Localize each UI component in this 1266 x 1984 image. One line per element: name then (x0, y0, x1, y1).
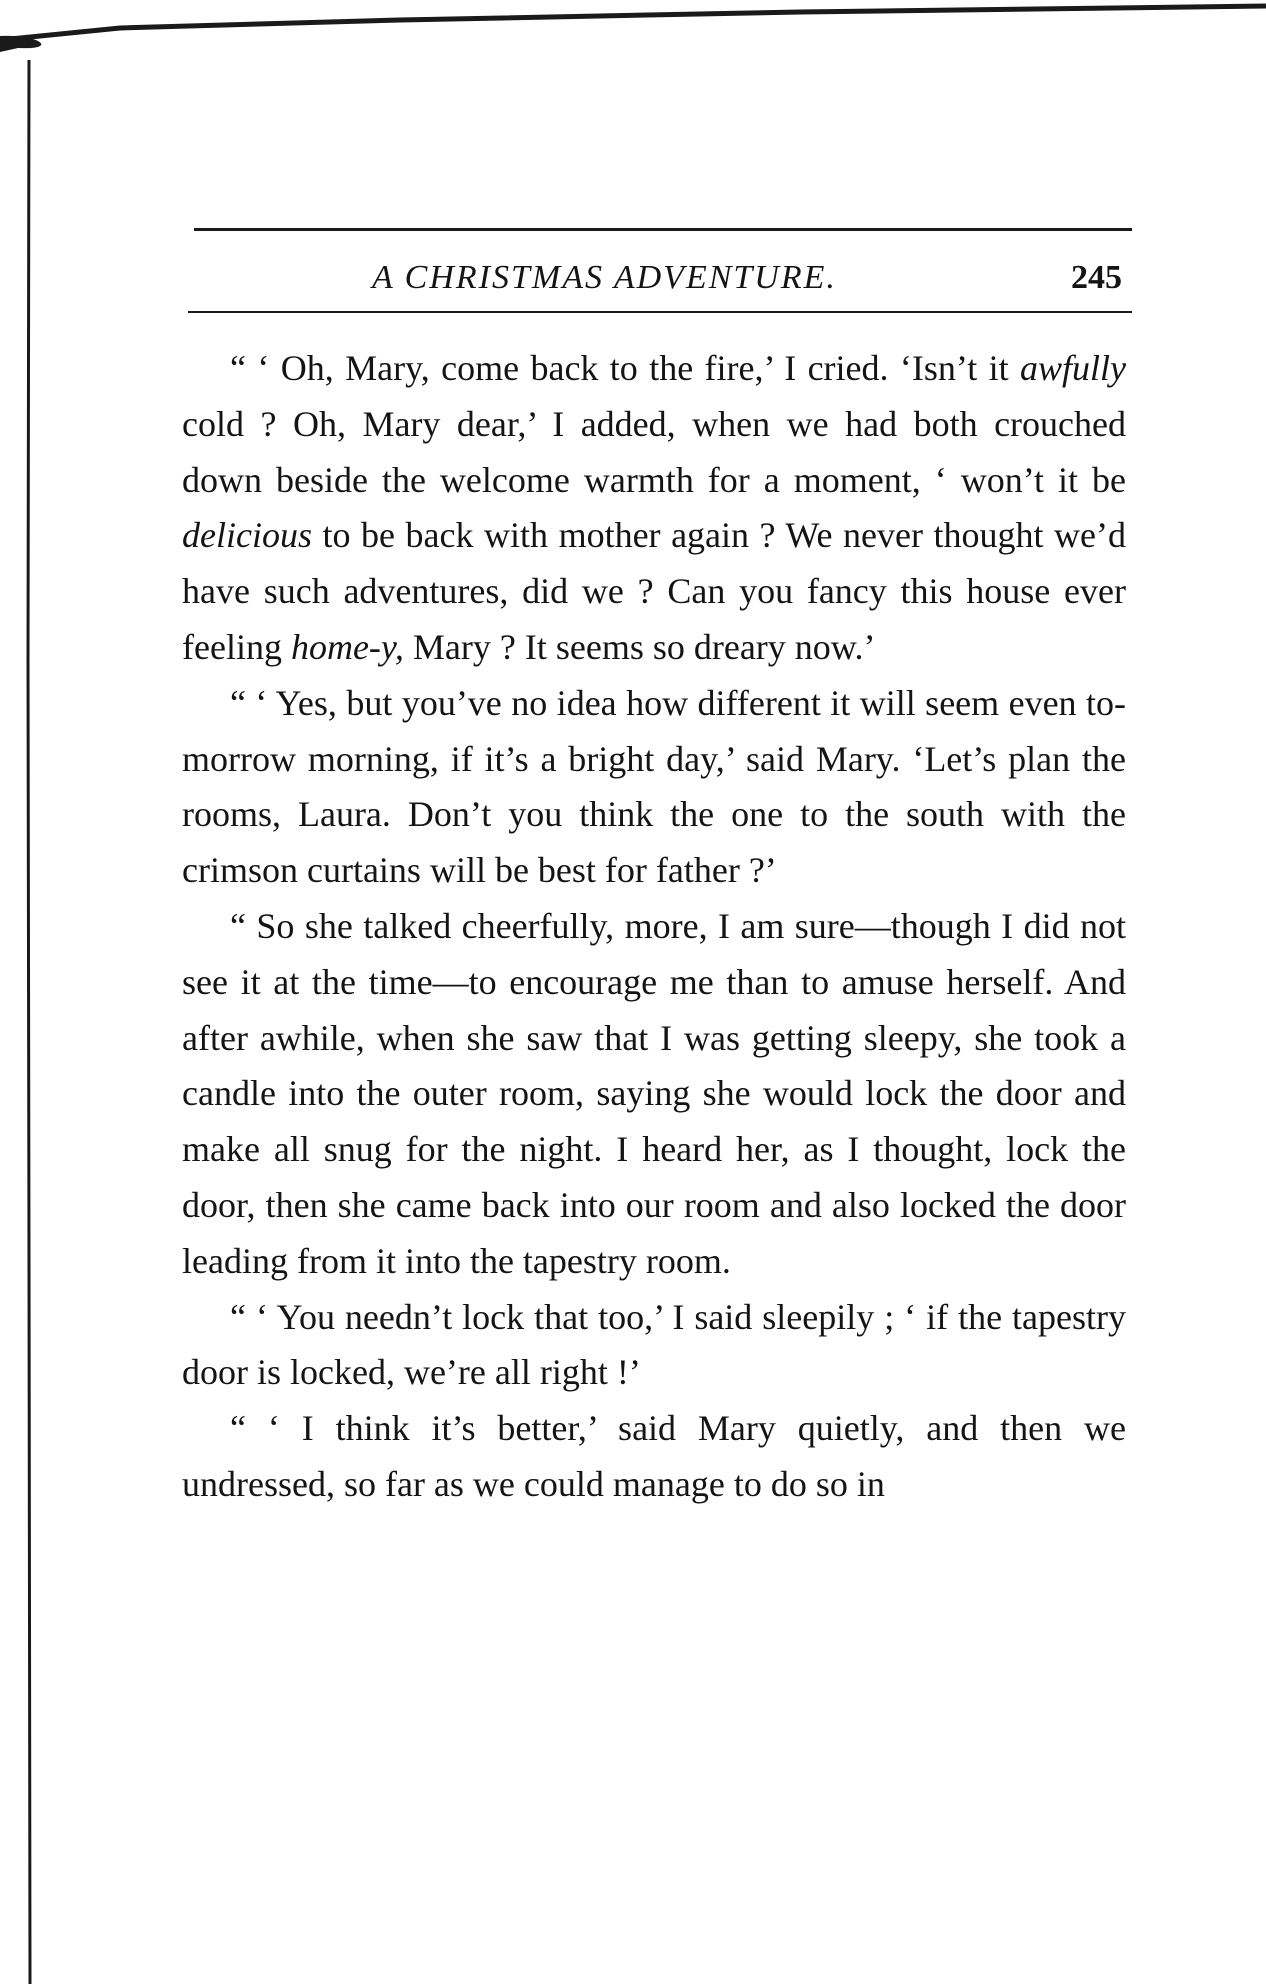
paragraph (182, 676, 1126, 899)
paragraph-text: cold ? Oh, Mary dear,’ I added, when we had both crouched down beside the welcome warmth for a moment, ‘ won’t it be (182, 403, 1126, 500)
paragraph (182, 1401, 1126, 1513)
paragraph-text: “ ‘ I think it’s better,’ said Mary quietly, and then we undressed, so far as we could manage to do so in (182, 1408, 1126, 1504)
paragraph-text: Mary ? It seems so dreary now.’ (403, 626, 876, 667)
paragraph (182, 899, 1126, 1290)
paragraph-text: “ ‘ Oh, Mary, come back to the fire,’ I cried. ‘Isn’t it (230, 348, 1020, 388)
book-page (182, 228, 1132, 1513)
scan-top-edge (0, 0, 1266, 60)
paragraph-text: “ So she talked cheerfully, more, I am sure—though I did not see it at the time—to encourage me than to amuse herself. And after awhile, when she saw that I was getting sleepy, she took a candle into the outer room, saying she would lock the door and make all snug for the night. I heard her, as I thought, lock the door, then she came back into our room and also locked the door leading from it into the tapestry room. (182, 905, 1126, 1281)
header-rule-bottom (188, 311, 1132, 313)
paragraph-text: “ ‘ Yes, but you’ve no idea how different it will seem even to-morrow morning, if it’s a bright day,’ said Mary. ‘Let’s plan the rooms, Laura. Don’t you think the one to the south with the crimson curtains will be best for father ?’ (182, 682, 1126, 891)
italic-text: awfully (1020, 348, 1126, 388)
body-text (182, 341, 1132, 1513)
italic-text: home-y, (290, 626, 404, 667)
paragraph-text: to be back with mother again ? We never thought we’d have such adventures, did we ? Can you fancy this house ever feeling (182, 515, 1126, 667)
page-number: 245 (1071, 259, 1122, 296)
italic-text: delicious (182, 515, 312, 556)
running-title: A CHRISTMAS ADVENTURE. (372, 259, 837, 296)
running-head (182, 231, 1132, 311)
scan-binding-edge (24, 60, 34, 1984)
paragraph (182, 341, 1126, 676)
paragraph-text: “ ‘ You needn’t lock that too,’ I said sleepily ; ‘ if the tapestry door is locked, we’re all right !’ (182, 1296, 1126, 1393)
paragraph (182, 1290, 1126, 1402)
